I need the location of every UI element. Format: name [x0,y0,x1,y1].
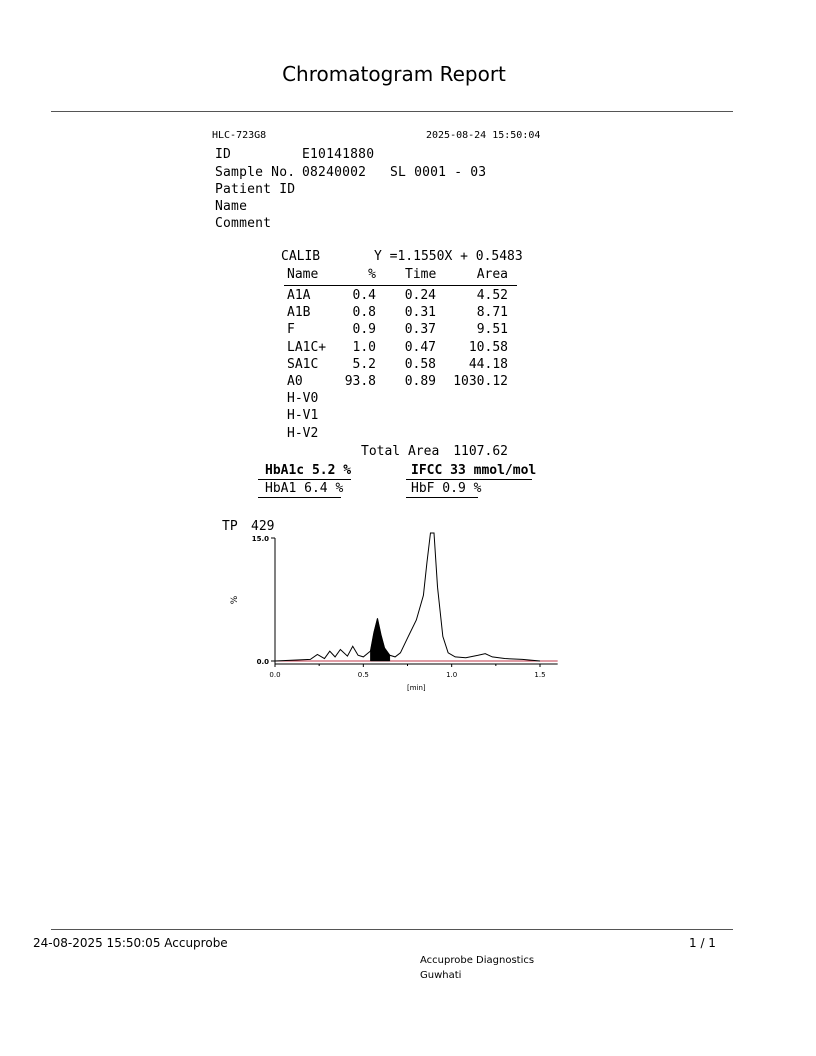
cell-time: 0.31 [404,305,436,321]
y-tick-label: 15.0 [251,535,269,543]
table-header-rule [284,285,517,286]
page-number: 1 / 1 [689,936,716,950]
ifcc-result: IFCC 33 mmol/mol [411,463,537,478]
sample-no-label: Sample No. [215,165,296,180]
sl-value: SL 0001 - 03 [390,165,487,180]
x-axis-label: [min] [406,684,426,692]
footer-timestamp: 24-08-2025 15:50:05 Accuprobe [33,936,228,950]
cell-percent: 0.4 [352,288,376,303]
cell-area: 1030.12 [453,374,508,389]
sample-no-value: 08240002 [302,165,367,180]
footer-divider [51,929,733,930]
cell-name: LA1C+ [287,339,327,355]
sa1c-peak-fill [370,618,389,661]
y-tick-label: 0.0 [256,658,269,666]
page-title: Chromatogram Report [282,62,506,86]
cell-time: 0.24 [404,288,436,303]
total-area-value: 1107.62 [453,444,508,459]
name-label: Name [215,199,248,214]
calib-equation: Y =1.1550X + 0.5483 [374,249,523,264]
cell-time: 0.58 [404,356,436,372]
total-area-label: Total Area [361,444,440,459]
tp-value: 429 [251,519,275,534]
x-tick-label: 1.0 [446,671,458,679]
cell-name: F [287,322,295,338]
calib-label: CALIB [281,249,321,264]
hba1-underline [258,497,341,498]
cell-area: 10.58 [468,339,508,355]
id-label: ID [215,147,232,162]
cell-time: 0.89 [404,374,436,389]
cell-percent: 0.9 [352,322,376,338]
instrument-model: HLC-723G8 [212,130,267,141]
x-tick-label: 0.5 [357,671,369,679]
cell-name: H-V2 [287,425,319,441]
col-header-time: Time [405,267,437,282]
hba1c-result: HbA1c 5.2 % [265,463,352,478]
cell-name: A0 [287,374,303,389]
cell-area: 9.51 [476,322,508,338]
ifcc-underline [406,479,532,480]
y-axis-label: % [230,595,240,605]
cell-time: 0.37 [404,322,436,338]
cell-percent: 5.2 [352,356,376,372]
patient-id-label: Patient ID [215,182,296,197]
col-header-area: Area [476,267,508,282]
lab-city: Guwhati [420,970,462,981]
cell-area: 8.71 [476,305,508,321]
lab-name: Accuprobe Diagnostics [420,955,535,966]
header-divider [51,111,733,112]
cell-name: SA1C [287,356,319,372]
cell-percent: 0.8 [352,305,376,321]
cell-area: 44.18 [468,356,508,372]
cell-name: A1A [287,288,311,303]
col-header-percent: % [368,267,376,282]
cell-time: 0.47 [404,339,436,355]
x-tick-label: 1.5 [534,671,546,679]
hba1c-underline [258,479,351,480]
cell-name: H-V0 [287,391,319,407]
cell-percent: 1.0 [352,339,376,355]
comment-label: Comment [215,216,272,231]
hbf-result: HbF 0.9 % [411,481,482,496]
hba1-result: HbA1 6.4 % [265,481,344,496]
chromatogram-trace [275,533,540,661]
cell-percent: 93.8 [344,374,376,389]
id-value: E10141880 [302,147,375,162]
instrument-datetime: 2025-08-24 15:50:04 [426,130,541,141]
chromatogram-chart [200,528,580,698]
cell-name: A1B [287,305,311,321]
hbf-underline [406,497,478,498]
tp-label: TP [222,519,238,534]
col-header-name: Name [287,267,319,282]
x-tick-label: 0.0 [269,671,281,679]
cell-area: 4.52 [476,288,508,303]
cell-name: H-V1 [287,408,319,424]
